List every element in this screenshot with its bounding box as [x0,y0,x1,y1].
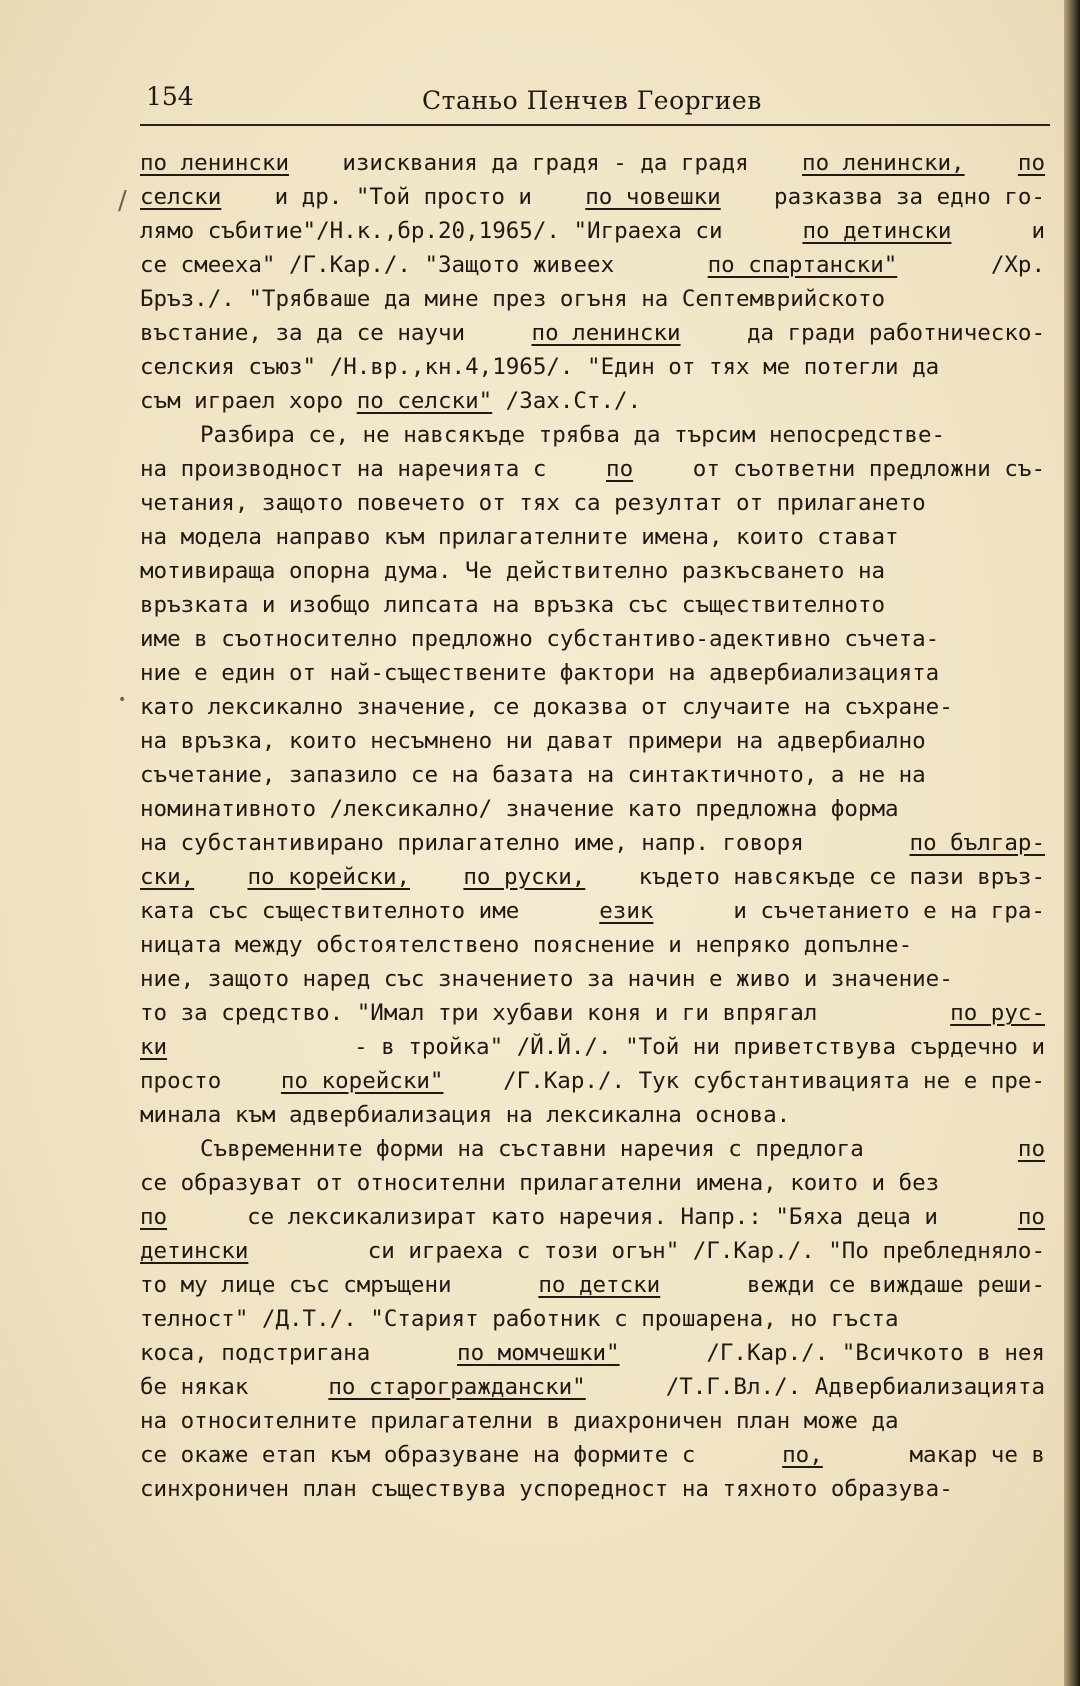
text-segment: Съвременните форми на съставни наречия с предлога [200,1136,864,1162]
text-segment: мотивираща опорна дума. Че действително разкъсването на [140,558,886,584]
underlined-example: по [1017,150,1045,176]
text-segment: Бръз./. "Трябваше да мине през огъня на Септемврийското [140,286,886,312]
underlined-example: по [1017,1204,1045,1230]
text-segment: разказва за едно го- [774,184,1045,210]
text-segment: телност" /Д.Т./. "Старият работник с прошарена, но гъста [140,1306,899,1332]
text-line [140,758,1045,792]
text-segment: /Г.Кар./. Тук субстантивацията не е пре- [503,1068,1045,1094]
underlined-example: по детински [802,218,952,244]
text-segment: на относителните прилагателни в диахроничен план може да [140,1408,899,1434]
text-segment: се образуват от относителни прилагателни имена, които и без [140,1170,940,1196]
text-line [140,1302,1045,1336]
text-segment: лямо събитие"/Н.к.,бр.20,1965/. "Играеха си [140,218,723,244]
text-segment: селския съюз" /Н.вр.,кн.4,1965/. "Един от тях ме потегли да [140,354,940,380]
text-segment: синхроничен план съществува успоредност на тяхното образува- [140,1476,953,1502]
underlined-example: по момчешки" [457,1340,620,1366]
text-line [140,894,1045,928]
underlined-example: по селски" [356,388,493,414]
page-header [140,80,1050,126]
text-segment: на производност на наречията с [140,456,547,482]
text-line [140,1132,1045,1166]
text-line [140,622,1045,656]
text-line [140,146,1045,180]
text-line [140,1166,1045,1200]
underlined-example: по корейски" [280,1068,444,1094]
text-line [140,826,1045,860]
text-line [140,860,1045,894]
paragraph [140,146,1045,418]
text-segment: /Хр. [990,252,1045,278]
underlined-example: детински [140,1238,249,1264]
margin-slash-mark: / [118,186,127,216]
text-line [140,656,1045,690]
text-segment: коса, подстригана [140,1340,371,1366]
text-line [140,996,1045,1030]
text-segment: то за средство. "Имал три хубави коня и ги впрягал [140,1000,818,1026]
underlined-example: селски [140,184,222,210]
text-segment: и др. "Той просто и [274,184,532,210]
text-line [140,928,1045,962]
text-segment: се смееха" /Г.Кар./. "Защото живеех [140,252,615,278]
text-line [140,554,1045,588]
text-line [140,1030,1045,1064]
underlined-example: по [1017,1136,1045,1162]
text-line [140,588,1045,622]
text-segment: /Г.Кар./. "Всичкото в нея [706,1340,1045,1366]
text-segment: на модела направо към прилагателните имена, които стават [140,524,899,550]
underlined-example: по ленински [531,320,681,346]
text-segment: ние, защото наред със значението за начин е живо и значение- [140,966,953,992]
text-line [140,690,1045,724]
text-segment: и [1031,218,1045,244]
underlined-example: по старограждански" [328,1374,586,1400]
text-line [140,384,1045,418]
text-segment: минала към адвербиализация на лексикална основа. [140,1102,791,1128]
text-line [140,1064,1045,1098]
paragraph [140,1132,1045,1506]
text-segment: четания, защото повечето от тях са резултат от прилагането [140,490,926,516]
underlined-example: език [599,898,654,924]
text-line [140,1370,1045,1404]
text-line [140,792,1045,826]
text-segment: - в тройка" /Й.Й./. "Той ни приветствува сърдечно и [354,1034,1045,1060]
text-line [140,1472,1045,1506]
text-segment: бе някак [140,1374,249,1400]
underlined-example: по човешки [585,184,721,210]
page-edge-shadow [1064,0,1080,1686]
text-segment: име в съотносително предложно субстантиво-адективно съчета- [140,626,940,652]
underlined-example: по рус- [950,1000,1045,1026]
text-line [140,316,1045,350]
text-segment: и съчетанието е на гра- [733,898,1045,924]
text-line [140,1234,1045,1268]
text-line [140,1336,1045,1370]
underlined-example: ки [140,1034,168,1060]
text-segment: /Т.Г.Вл./. Адвербиализацията [665,1374,1045,1400]
running-title: Станьо Пенчев Георгиев [422,86,762,115]
text-line [140,282,1045,316]
text-segment: на субстантивирано прилагателно име, напр. говоря [140,830,804,856]
text-segment: Разбира се, не навсякъде трябва да търсим непосредстве- [200,422,946,448]
underlined-example: ски, [140,864,195,890]
paragraph [140,418,1045,1132]
text-segment: да гради работническо- [746,320,1045,346]
text-segment: връзката и изобщо липсата на връзка със съществителното [140,592,886,618]
text-line [140,418,1045,452]
text-segment: се окаже етап към образуване на формите с [140,1442,696,1468]
text-line [140,1200,1045,1234]
underlined-example: по, [782,1442,823,1468]
text-segment: ние е един от най-съществените фактори на адвербиализацията [140,660,940,686]
text-segment: се лексикализират като наречия. Напр.: "Бяха деца и [247,1204,938,1230]
text-line [140,452,1045,486]
text-segment: номинативното /лексикално/ значение като предложна форма [140,796,899,822]
text-segment: съм играел хоро [140,388,344,414]
underlined-example: по корейски, [247,864,411,890]
text-line [140,248,1045,282]
underlined-example: по българ- [909,830,1045,856]
text-segment: където навсякъде се пази връз- [638,864,1045,890]
underlined-example: по [140,1204,168,1230]
text-segment: като лексикално значение, се доказва от случаите на съхране- [140,694,953,720]
text-line [140,1404,1045,1438]
underlined-example: по руски, [463,864,586,890]
margin-bullet-mark: • [118,692,127,708]
text-line [140,1438,1045,1472]
text-segment: макар че в [909,1442,1045,1468]
text-line [140,350,1045,384]
text-segment: ницата между обстоятелствено пояснение и непряко допълне- [140,932,913,958]
underlined-example: по ленински [140,150,290,176]
text-line [140,214,1045,248]
text-line [140,1098,1045,1132]
underlined-example: по ленински, [802,150,965,176]
text-segment: изисквания да градя - да градя [342,150,749,176]
page-number: 154 [146,82,194,111]
text-line [140,486,1045,520]
text-segment: просто [140,1068,222,1094]
text-segment: ката със съществителното име [140,898,520,924]
body-text [140,146,1045,1506]
underlined-example: по детски [538,1272,661,1298]
text-segment: то му лице със смръщени [140,1272,452,1298]
text-segment: съчетание, запазило се на базата на синтактичното, а не на [140,762,926,788]
underlined-example: по [606,456,634,482]
text-segment: от съответни предложни съ- [692,456,1045,482]
text-line [140,520,1045,554]
text-segment: си играеха с този огън" /Г.Кар./. "По пребледняло- [367,1238,1045,1264]
text-segment: вежди се виждаше реши- [746,1272,1045,1298]
text-line [140,724,1045,758]
text-segment: /Зах.Ст./. [505,388,642,414]
underlined-example: по спартански" [707,252,898,278]
text-line [140,180,1045,214]
text-line [140,1268,1045,1302]
text-segment: въстание, за да се научи [140,320,466,346]
text-segment: на връзка, които несъмнено ни дават примери на адвербиално [140,728,926,754]
text-line [140,962,1045,996]
